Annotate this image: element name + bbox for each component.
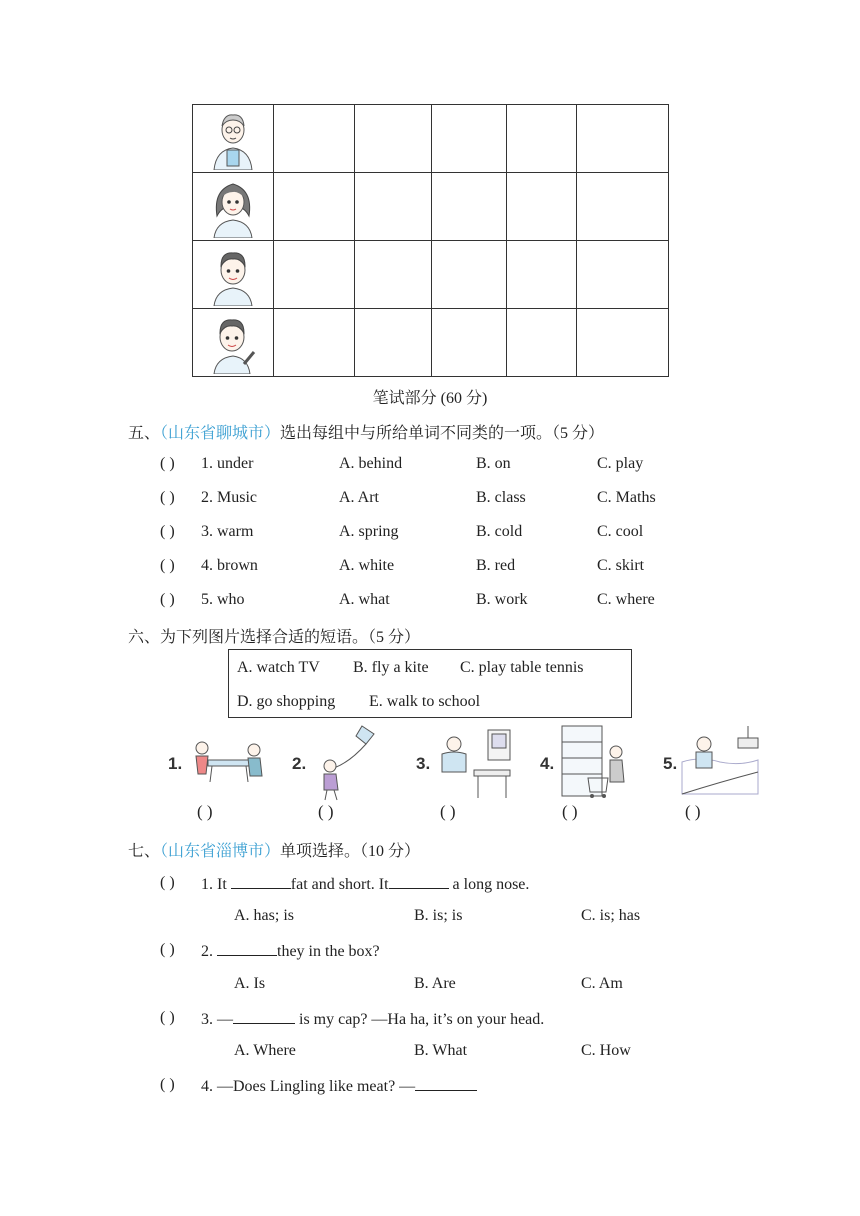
picture-number: 4.: [540, 754, 555, 773]
option-c: C. skirt: [597, 557, 645, 574]
girl-face-cell: [193, 173, 274, 241]
question-text: a long nose.: [448, 876, 530, 893]
fill-blank[interactable]: [233, 1009, 295, 1024]
option-c: C. is; has: [581, 907, 641, 924]
picture-answer-paren[interactable]: ( ): [685, 802, 701, 821]
section7-instruction: 单项选择。（10 分）: [280, 843, 421, 860]
walk-to-school-picture-icon: [680, 722, 760, 796]
option-c: C. play: [597, 455, 644, 472]
teacher-icon: [208, 108, 258, 170]
grid-cell: [355, 309, 432, 377]
picture-answer-paren[interactable]: ( ): [318, 802, 334, 821]
answer-paren[interactable]: ( ): [160, 557, 175, 574]
section7-number: 七、: [128, 843, 161, 860]
question-text: 4. —Does Lingling like meat? —: [201, 1078, 416, 1095]
option-a: A. behind: [339, 455, 403, 472]
table-row: [193, 105, 669, 173]
answer-paren[interactable]: ( ): [160, 941, 175, 958]
grid-cell: [274, 105, 355, 173]
grid-cell: [432, 173, 507, 241]
question-text: they in the box?: [277, 943, 380, 960]
picture-answer-paren[interactable]: ( ): [197, 802, 213, 821]
grid-cell: [274, 309, 355, 377]
section6-instruction: 为下列图片选择合适的短语。（5 分）: [160, 629, 421, 646]
question-word: 4. brown: [201, 557, 258, 574]
question-text: 3. —: [201, 1011, 233, 1028]
shopping-picture-icon: [558, 722, 630, 802]
phrase-option-d: D. go shopping: [237, 693, 336, 710]
waving-boy-icon: [208, 312, 258, 374]
option-b: B. on: [476, 455, 511, 472]
grid-cell: [577, 173, 669, 241]
grid-cell: [432, 241, 507, 309]
option-a: A. Where: [234, 1042, 296, 1059]
phrase-options-box: [228, 649, 632, 718]
option-a: A. what: [339, 591, 390, 608]
option-b: B. work: [476, 591, 528, 608]
grid-cell: [507, 173, 577, 241]
picture-number: 1.: [168, 754, 183, 773]
boy-icon: [208, 244, 258, 306]
option-c: C. How: [581, 1042, 631, 1059]
section7-heading: [128, 838, 420, 861]
section7-source: （山东省淄博市）: [160, 843, 281, 860]
picture-answer-paren[interactable]: ( ): [440, 802, 456, 821]
grid-cell: [355, 173, 432, 241]
picture-answer-paren[interactable]: ( ): [562, 802, 578, 821]
question-word: 2. Music: [201, 489, 257, 506]
answer-paren[interactable]: ( ): [160, 1009, 175, 1026]
option-b: B. Are: [414, 975, 456, 992]
option-a: A. has; is: [234, 907, 294, 924]
section5-instruction: 选出每组中与所给单词不同类的一项。（5 分）: [280, 425, 605, 442]
written-part-title: 笔试部分 (60 分): [372, 390, 488, 407]
grid-cell: [274, 173, 355, 241]
grid-cell: [577, 241, 669, 309]
answer-paren[interactable]: ( ): [160, 489, 175, 506]
table-row: [193, 173, 669, 241]
answer-paren[interactable]: ( ): [160, 874, 175, 891]
fill-blank[interactable]: [217, 941, 277, 956]
grid-cell: [577, 105, 669, 173]
section6-heading: [128, 624, 420, 647]
section5-source: （山东省聊城市）: [160, 425, 281, 442]
section6-number: 六、: [128, 629, 161, 646]
question-4: [201, 1076, 477, 1096]
boy-face-cell: [193, 241, 274, 309]
teacher-face-cell: [193, 105, 274, 173]
grid-cell: [274, 241, 355, 309]
option-a: A. spring: [339, 523, 399, 540]
phrase-option-b: B. fly a kite: [353, 659, 429, 676]
fill-blank[interactable]: [415, 1076, 477, 1091]
option-a: A. Art: [339, 489, 379, 506]
grid-cell: [355, 105, 432, 173]
answer-paren[interactable]: ( ): [160, 455, 175, 472]
option-b: B. cold: [476, 523, 523, 540]
watch-tv-picture-icon: [434, 722, 514, 802]
answer-paren[interactable]: ( ): [160, 591, 175, 608]
question-text: 1. It: [201, 876, 231, 893]
grid-cell: [432, 105, 507, 173]
option-a: A. Is: [234, 975, 266, 992]
picture-number: 2.: [292, 754, 307, 773]
question-word: 1. under: [201, 455, 254, 472]
question-text: 2.: [201, 943, 217, 960]
picture-number: 3.: [416, 754, 431, 773]
option-b: B. is; is: [414, 907, 463, 924]
picture-number: 5.: [663, 754, 678, 773]
table-tennis-picture-icon: [186, 722, 268, 792]
answer-paren[interactable]: ( ): [160, 1076, 175, 1093]
grid-cell: [355, 241, 432, 309]
girl-icon: [208, 176, 258, 238]
option-b: B. class: [476, 489, 526, 506]
grid-cell: [507, 105, 577, 173]
kite-picture-icon: [310, 722, 384, 802]
question-2: [201, 941, 380, 961]
grid-cell: [507, 309, 577, 377]
option-c: C. where: [597, 591, 655, 608]
question-text: fat and short. It: [290, 876, 389, 893]
question-word: 5. who: [201, 591, 245, 608]
question-word: 3. warm: [201, 523, 254, 540]
section5-number: 五、: [128, 425, 161, 442]
boy-waving-face-cell: [193, 309, 274, 377]
question-3: [201, 1009, 544, 1029]
grid-cell: [577, 309, 669, 377]
option-c: C. Am: [581, 975, 623, 992]
table-row: [193, 241, 669, 309]
section5-heading: [128, 420, 604, 443]
option-b: B. What: [414, 1042, 468, 1059]
phrase-option-a: A. watch TV: [237, 659, 320, 676]
phrase-option-e: E. walk to school: [369, 693, 481, 710]
question-text: is my cap? —Ha ha, it’s on your head.: [295, 1011, 545, 1028]
answer-paren[interactable]: ( ): [160, 523, 175, 540]
option-c: C. Maths: [597, 489, 656, 506]
option-c: C. cool: [597, 523, 644, 540]
name-grid-table: [192, 104, 669, 377]
table-row: [193, 309, 669, 377]
fill-blank[interactable]: [231, 874, 291, 889]
phrase-option-c: C. play table tennis: [460, 659, 584, 676]
fill-blank[interactable]: [389, 874, 449, 889]
grid-cell: [507, 241, 577, 309]
grid-cell: [432, 309, 507, 377]
option-a: A. white: [339, 557, 395, 574]
option-b: B. red: [476, 557, 516, 574]
question-1: [201, 874, 529, 894]
